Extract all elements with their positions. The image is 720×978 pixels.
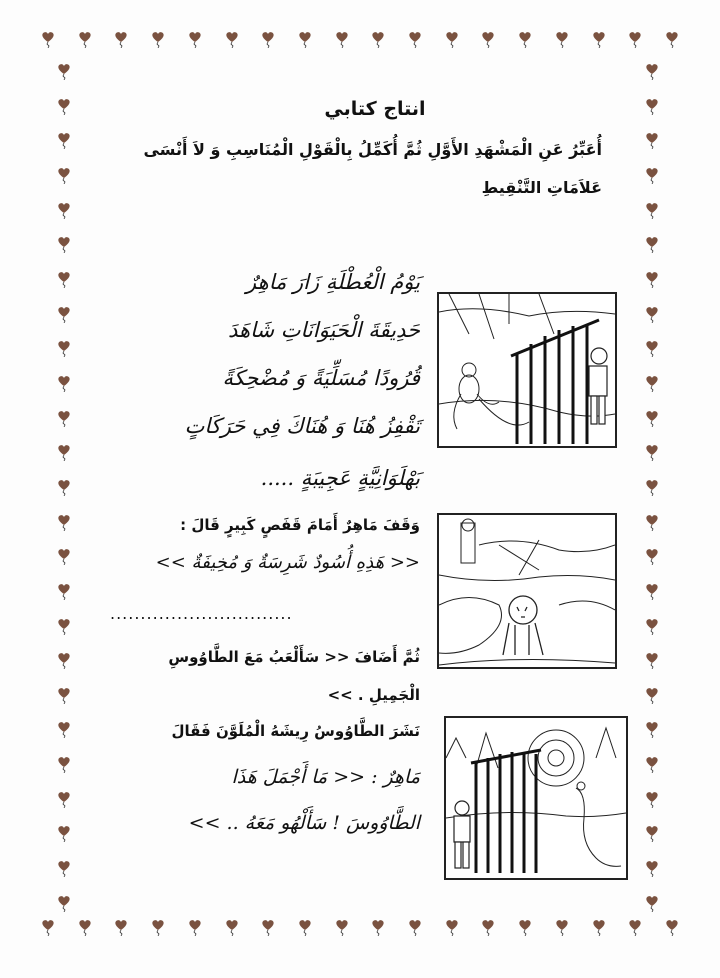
heart-balloon-icon [644,651,660,669]
heart-balloon-icon [644,513,660,531]
heart-balloon-icon [644,443,660,461]
heart-balloon-icon [56,790,72,808]
heart-balloon-icon [664,30,680,48]
heart-balloon-icon [334,30,350,48]
heart-balloon-icon [260,30,276,48]
heart-balloon-icon [554,918,570,936]
heart-balloon-icon [644,374,660,392]
heart-balloon-icon [644,720,660,738]
heart-balloon-icon [56,824,72,842]
border-top [40,30,680,48]
border-bottom [40,918,680,936]
heart-balloon-icon [644,859,660,877]
page-title: انتاج كتابي [324,98,426,120]
heart-balloon-icon [297,918,313,936]
scene-3-line-1: نَشَرَ الطَّاوُوسُ رِيشَهُ الْمُلَوَّنَ فَقَالَ [171,722,420,740]
heart-balloon-icon [644,790,660,808]
heart-balloon-icon [113,30,129,48]
peacock-cage-illustration [446,718,626,878]
heart-balloon-icon [444,918,460,936]
heart-balloon-icon [40,30,56,48]
heart-balloon-icon [56,651,72,669]
heart-balloon-icon [334,918,350,936]
heart-balloon-icon [591,30,607,48]
heart-balloon-icon [644,166,660,184]
heart-balloon-icon [644,686,660,704]
heart-balloon-icon [297,30,313,48]
heart-balloon-icon [56,686,72,704]
heart-balloon-icon [56,131,72,149]
scene-2-quote: << هَذِهِ أُسُودٌ شَرِسَةٌ وَ مُخِيفَةٌ >> [155,552,420,573]
heart-balloon-icon [627,30,643,48]
heart-balloon-icon [56,720,72,738]
scene-3-peacock-picture [444,716,628,880]
heart-balloon-icon [77,918,93,936]
heart-balloon-icon [260,918,276,936]
heart-balloon-icon [407,918,423,936]
heart-balloon-icon [187,918,203,936]
heart-balloon-icon [627,918,643,936]
heart-balloon-icon [77,30,93,48]
heart-balloon-icon [644,755,660,773]
scene-2-line-4: الْجَمِيلِ . >> [327,686,420,704]
heart-balloon-icon [56,97,72,115]
scene-1-monkey-picture [437,292,617,448]
heart-balloon-icon [56,201,72,219]
heart-balloon-icon [56,270,72,288]
heart-balloon-icon [644,270,660,288]
heart-balloon-icon [480,918,496,936]
heart-balloon-icon [517,918,533,936]
heart-balloon-icon [40,918,56,936]
heart-balloon-icon [444,30,460,48]
heart-balloon-icon [480,30,496,48]
heart-balloon-icon [370,918,386,936]
heart-balloon-icon [56,166,72,184]
scene-1-line-2: حَدِيقَةَ الْحَيَوَانَاتِ شَاهَدَ [228,318,420,342]
scene-2-line-3: ثُمَّ أَضَافَ << سَأَلْعَبُ مَعَ الطَّاوُوسِ [168,648,420,666]
heart-balloon-icon [664,918,680,936]
monkey-cage-illustration [439,294,615,446]
heart-balloon-icon [644,201,660,219]
heart-balloon-icon [644,478,660,496]
instruction-line-1: أُعَبِّرُ عَنِ الْمَشْهَدِ الأَوَّلِ ثُمَّ أُكَمِّلُ بِالْقَوْلِ الْمُنَاسِبِ وَ لاَ أَنْسَى [143,140,602,159]
heart-balloon-icon [150,918,166,936]
heart-balloon-icon [224,30,240,48]
scene-3-line-3: الطَّاوُوسَ ! سَأَلْهُو مَعَهُ .. >> [188,812,420,834]
heart-balloon-icon [56,859,72,877]
scene-2-lion-picture [437,513,617,669]
heart-balloon-icon [644,617,660,635]
heart-balloon-icon [517,30,533,48]
heart-balloon-icon [56,305,72,323]
heart-balloon-icon [644,824,660,842]
heart-balloon-icon [56,374,72,392]
heart-balloon-icon [591,918,607,936]
heart-balloon-icon [644,131,660,149]
heart-balloon-icon [554,30,570,48]
heart-balloon-icon [56,62,72,80]
instruction-line-2: عَلاَمَاتِ التَّنْقِيطِ [481,178,602,197]
heart-balloon-icon [56,478,72,496]
heart-balloon-icon [56,582,72,600]
heart-balloon-icon [56,443,72,461]
heart-balloon-icon [370,30,386,48]
heart-balloon-icon [644,582,660,600]
heart-balloon-icon [644,409,660,427]
heart-balloon-icon [224,918,240,936]
heart-balloon-icon [56,894,72,912]
heart-balloon-icon [644,547,660,565]
heart-balloon-icon [56,339,72,357]
heart-balloon-icon [56,547,72,565]
heart-balloon-icon [644,339,660,357]
heart-balloon-icon [56,513,72,531]
heart-balloon-icon [407,30,423,48]
scene-3-line-2: مَاهِرٌ : << مَا أَجْمَلَ هَذَا [231,766,420,788]
scene-2-line-1: وَقَفَ مَاهِرٌ أَمَامَ قَفَصٍ كَبِيرٍ قَالَ : [180,516,420,534]
scene-1-line-1: يَوْمُ الْعُطْلَةِ زَارَ مَاهِرٌ [246,270,420,294]
heart-balloon-icon [56,235,72,253]
heart-balloon-icon [56,409,72,427]
scene-2-blank-line: .............................. [110,604,293,623]
heart-balloon-icon [150,30,166,48]
heart-balloon-icon [644,62,660,80]
heart-balloon-icon [644,894,660,912]
heart-balloon-icon [113,918,129,936]
lion-cage-illustration [439,515,615,667]
border-right [644,62,660,912]
heart-balloon-icon [56,755,72,773]
heart-balloon-icon [644,235,660,253]
heart-balloon-icon [644,305,660,323]
heart-balloon-icon [56,617,72,635]
heart-balloon-icon [187,30,203,48]
scene-1-line-3: قُرُودًا مُسَلِّيَةً وَ مُضْحِكَةً [222,366,420,390]
scene-1-line-5: بَهْلَوَانِيَّةٍ عَجِيبَةٍ ..... [260,466,420,490]
border-left [56,62,72,912]
heart-balloon-icon [644,97,660,115]
scene-1-line-4: تَقْفِزُ هُنَا وَ هُنَاكَ فِي حَرَكَاتٍ [184,414,420,438]
